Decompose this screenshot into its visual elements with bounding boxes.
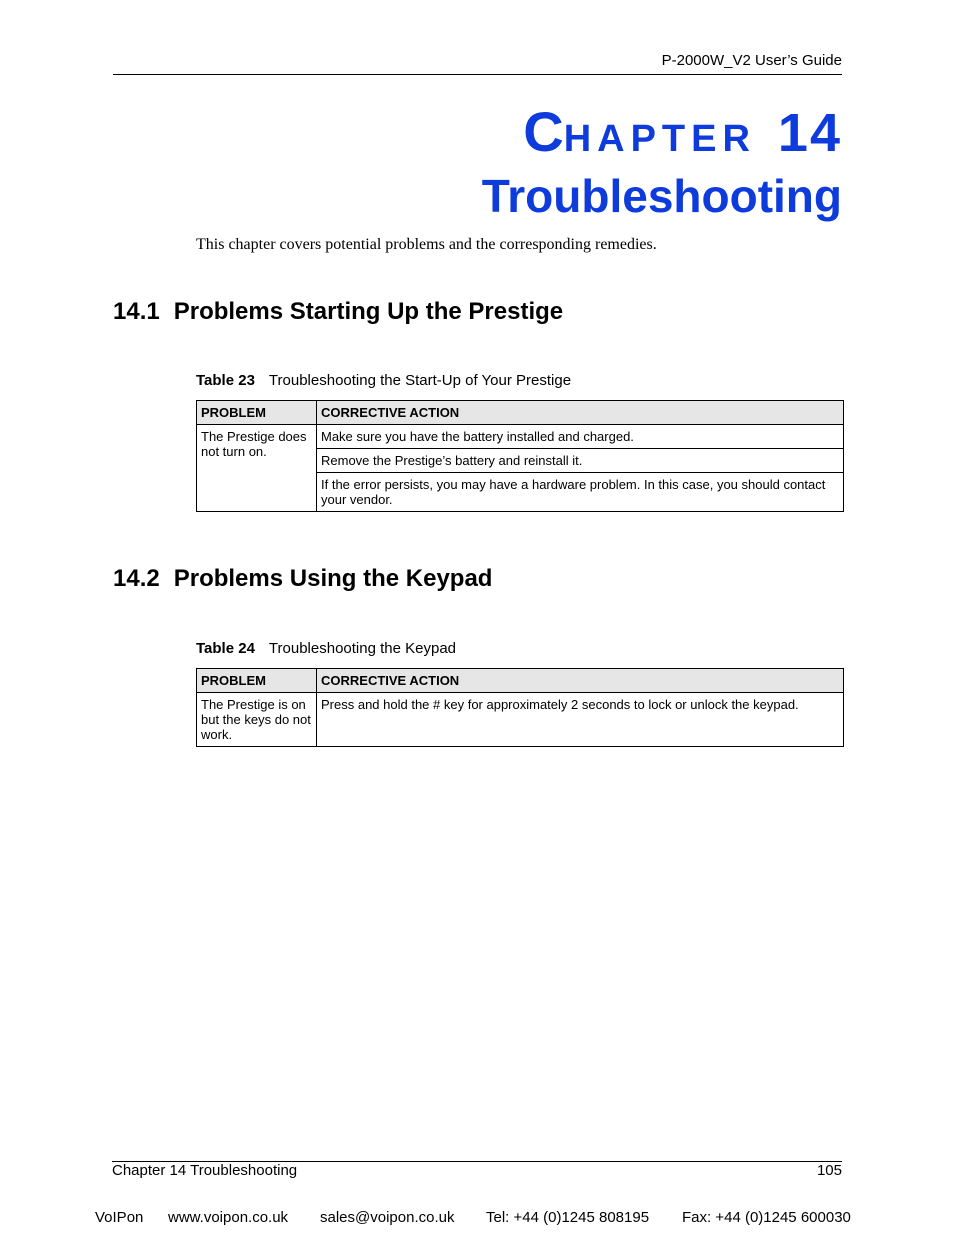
problem-cell: The Prestige does not turn on. [197, 425, 317, 512]
section-number: 14.2 [113, 565, 160, 592]
section-title: Problems Starting Up the Prestige [173, 298, 564, 325]
table-row [197, 425, 844, 449]
table-label: Table 24 [196, 640, 255, 657]
column-header-corrective-action: CORRECTIVE ACTION [317, 401, 844, 425]
contact-fax: Fax: +44 (0)1245 600030 [682, 1209, 851, 1226]
chapter-number: 14 [777, 103, 842, 163]
table-header-row [197, 669, 844, 693]
startup-troubleshooting-table [196, 400, 844, 512]
chapter-title: Troubleshooting [481, 170, 842, 222]
table-caption-startup [196, 372, 571, 390]
chapter-label-initial: C [523, 100, 564, 163]
section-title: Problems Using the Keypad [173, 565, 493, 592]
contact-company: VoIPon [95, 1209, 144, 1226]
table-row [197, 693, 844, 747]
chapter-label [523, 102, 842, 177]
section-heading-startup [113, 298, 563, 326]
action-cell: If the error persists, you may have a hardware problem. In this case, you should contact your vendor. [317, 473, 844, 512]
section-heading-keypad [113, 565, 492, 593]
section-number: 14.1 [113, 298, 160, 325]
contact-website: www.voipon.co.uk [168, 1209, 289, 1226]
contact-phone: Tel: +44 (0)1245 808195 [486, 1209, 650, 1226]
table-caption-keypad [196, 640, 456, 658]
action-cell: Make sure you have the battery installed and charged. [317, 425, 844, 449]
action-cell: Press and hold the # key for approximately 2 seconds to lock or unlock the keypad. [317, 693, 844, 747]
contact-email: sales@voipon.co.uk [320, 1209, 455, 1226]
footer-chapter-label: Chapter 14 Troubleshooting [112, 1162, 298, 1179]
column-header-problem: PROBLEM [197, 669, 317, 693]
problem-cell: The Prestige is on but the keys do not work. [197, 693, 317, 747]
column-header-corrective-action: CORRECTIVE ACTION [317, 669, 844, 693]
header-divider [113, 74, 842, 75]
running-header-title: P-2000W_V2 User’s Guide [661, 52, 842, 69]
keypad-troubleshooting-table [196, 668, 844, 747]
chapter-intro: This chapter covers potential problems and the corresponding remedies. [196, 236, 657, 253]
column-header-problem: PROBLEM [197, 401, 317, 425]
action-cell: Remove the Prestige’s battery and reinstall it. [317, 449, 844, 473]
table-header-row [197, 401, 844, 425]
table-caption-text: Troubleshooting the Start-Up of Your Prestige [268, 372, 572, 389]
chapter-label-rest: HAPTER [563, 118, 756, 160]
table-caption-text: Troubleshooting the Keypad [268, 640, 456, 657]
page-number: 105 [816, 1162, 842, 1179]
table-label: Table 23 [196, 372, 255, 389]
